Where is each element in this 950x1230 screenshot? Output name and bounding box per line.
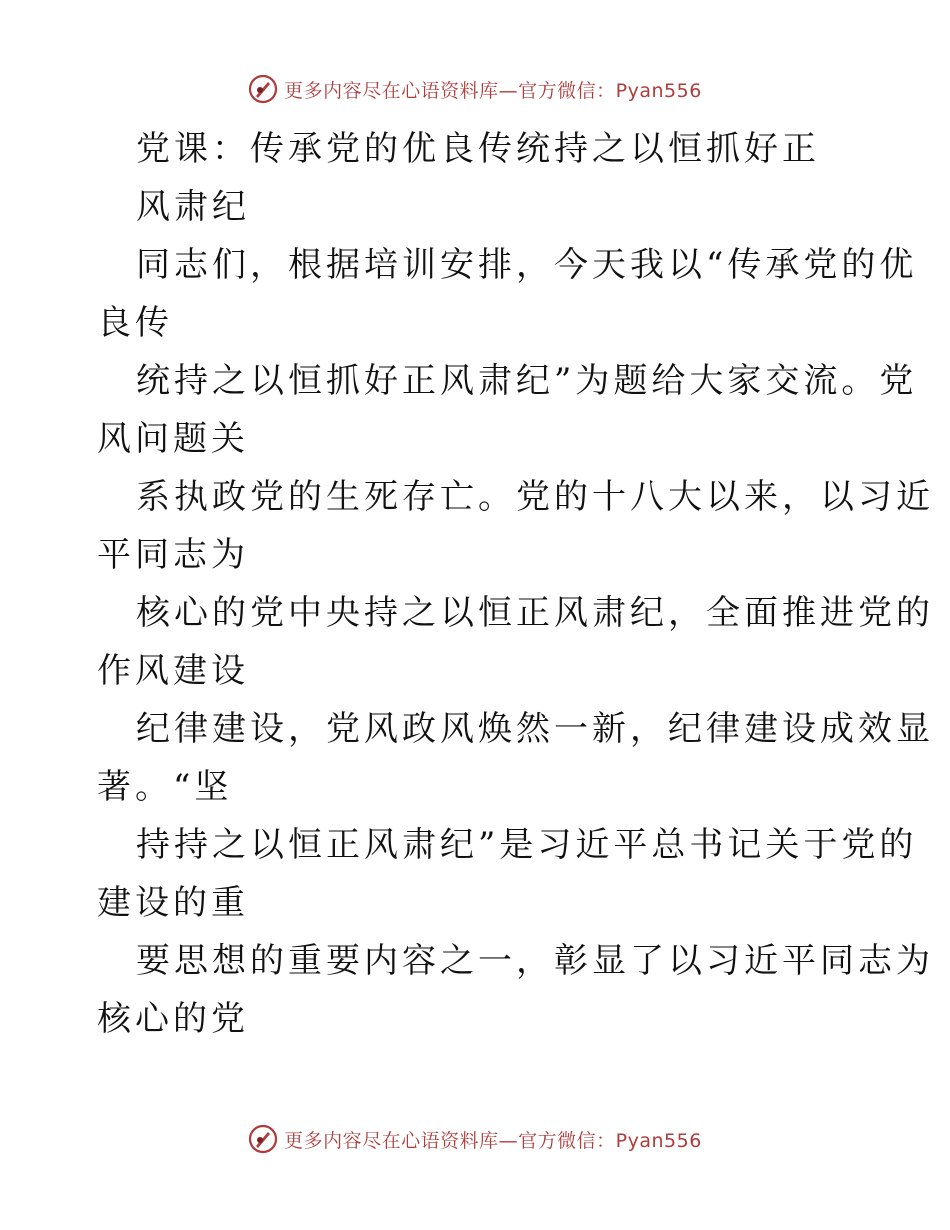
body-line: 核心的党中央持之以恒正风肃纪，全面推进党的 [136, 593, 934, 633]
body-line: 核心的党 [97, 999, 249, 1039]
body-line: 纪律建设，党风政风焕然一新，纪律建设成效显 [136, 709, 934, 749]
body-line: 同志们，根据培训安排，今天我以“传承党的优 [136, 245, 918, 285]
body-line: 良传 [97, 303, 173, 343]
footer-banner-text: 更多内容尽在心语资料库—官方微信：Pyan556 [284, 1129, 702, 1152]
title-line-1: 党课：传承党的优良传统持之以恒抓好正 [136, 129, 820, 169]
body-line: 风问题关 [97, 419, 249, 459]
body-line: 著。“坚 [97, 767, 233, 807]
body-line: 作风建设 [97, 651, 249, 691]
footer-banner [0, 1122, 950, 1156]
quill-logo-icon [248, 1124, 278, 1154]
body-line: 要思想的重要内容之一，彰显了以习近平同志为 [136, 941, 934, 981]
header-banner-text: 更多内容尽在心语资料库—官方微信：Pyan556 [284, 79, 702, 102]
quill-logo-icon [248, 74, 278, 104]
body-line: 持持之以恒正风肃纪”是习近平总书记关于党的 [136, 825, 918, 865]
body-line: 平同志为 [97, 535, 249, 575]
title-line-2: 风肃纪 [136, 187, 250, 227]
body-line: 系执政党的生死存亡。党的十八大以来，以习近 [136, 477, 934, 517]
document-body [0, 120, 950, 1048]
body-line: 统持之以恒抓好正风肃纪”为题给大家交流。党 [136, 361, 918, 401]
header-banner [0, 72, 950, 106]
body-line: 建设的重 [97, 883, 249, 923]
